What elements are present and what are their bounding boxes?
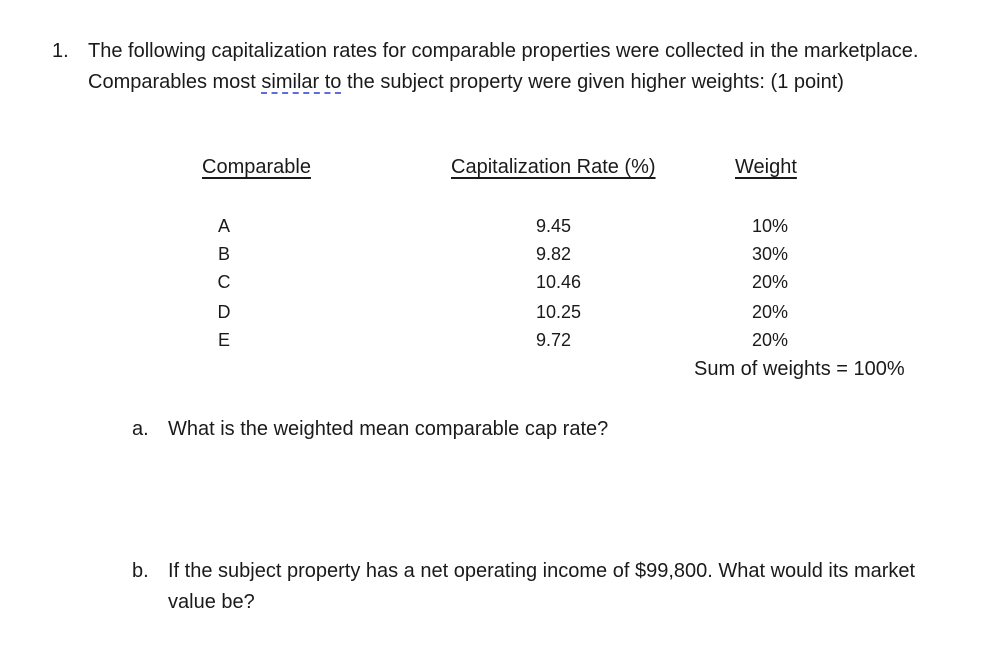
question-text-part1: The following capitalization rates for comparable properties were collected in the marketplace. Comparables most [88, 40, 919, 93]
row-cap-rate: 9.45 [536, 216, 572, 236]
row-weight: 30% [751, 244, 789, 264]
row-weight: 10% [751, 216, 789, 236]
header-cap-rate: Capitalization Rate (%) [451, 156, 656, 178]
question-text-part2: the subject property were given higher weights: (1 point) [341, 71, 844, 93]
question-text [88, 36, 932, 98]
question-1 [52, 36, 932, 98]
sub-question-b [132, 556, 932, 618]
sub-question-letter: a. [132, 418, 149, 440]
question-number: 1. [52, 40, 69, 62]
sub-question-a [132, 414, 932, 445]
row-comparable: D [217, 302, 231, 322]
sub-question-letter: b. [132, 560, 149, 582]
header-weight: Weight [735, 156, 797, 178]
row-cap-rate: 9.82 [536, 244, 572, 264]
row-cap-rate: 10.25 [536, 302, 582, 322]
row-cap-rate: 9.72 [536, 330, 572, 350]
row-comparable: A [217, 216, 230, 236]
sub-question-text: If the subject property has a net operating income of $99,800. What would its market value be? [168, 560, 916, 613]
row-weight: 20% [751, 272, 789, 292]
row-comparable: B [217, 244, 230, 264]
spellcheck-underlined-phrase[interactable]: similar to [261, 71, 342, 93]
header-comparable: Comparable [202, 156, 311, 178]
row-comparable: E [217, 330, 230, 350]
row-cap-rate: 10.46 [536, 272, 582, 292]
row-weight: 20% [751, 330, 789, 350]
row-comparable: C [217, 272, 231, 292]
row-weight: 20% [751, 302, 789, 322]
sum-of-weights: Sum of weights = 100% [694, 358, 905, 380]
sub-question-text: What is the weighted mean comparable cap rate? [168, 418, 609, 440]
